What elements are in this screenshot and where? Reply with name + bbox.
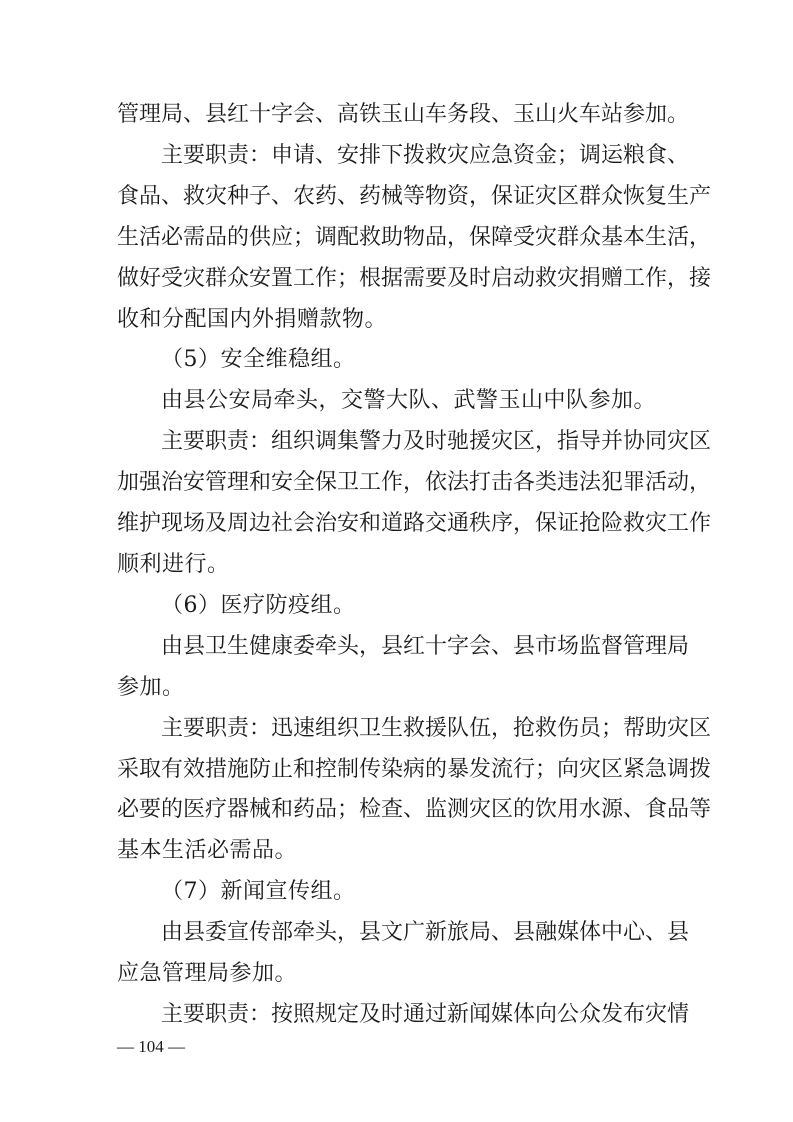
paragraph-line: 主要职责：按照规定及时通过新闻媒体向公众发布灾情 bbox=[161, 1002, 690, 1027]
paragraph-line: 加强治安管理和安全保卫工作，依法打击各类违法犯罪活动， bbox=[117, 470, 712, 495]
section-heading: （5）安全维稳组。 bbox=[161, 347, 356, 372]
paragraph-line: 由县委宣传部牵头，县文广新旅局、县融媒体中心、县 bbox=[161, 920, 690, 945]
paragraph-line: 主要职责：申请、安排下拨救灾应急资金；调运粮食、 bbox=[161, 143, 690, 168]
paragraph-line: 维护现场及周边社会治安和道路交通秩序，保证抢险救灾工作 bbox=[117, 511, 712, 536]
paragraph-line: 由县公安局牵头，交警大队、武警玉山中队参加。 bbox=[161, 388, 657, 413]
paragraph-line: 做好受灾群众安置工作；根据需要及时启动救灾捐赠工作，接 bbox=[117, 266, 712, 291]
section-heading: （6）医疗防疫组。 bbox=[161, 593, 356, 618]
page-number: — 104 — bbox=[117, 1037, 185, 1056]
paragraph-line: 收和分配国内外捐赠款物。 bbox=[117, 307, 388, 332]
paragraph-line: 采取有效措施防止和控制传染病的暴发流行；向灾区紧急调拨 bbox=[117, 757, 712, 782]
paragraph-line: 顺利进行。 bbox=[117, 552, 230, 577]
section-heading: （7）新闻宣传组。 bbox=[161, 879, 356, 904]
paragraph-line: 由县卫生健康委牵头，县红十字会、县市场监督管理局 bbox=[161, 634, 690, 659]
paragraph-line: 参加。 bbox=[117, 675, 185, 700]
paragraph-line: 主要职责：组织调集警力及时驰援灾区，指导并协同灾区 bbox=[161, 429, 712, 454]
paragraph-line: 管理局、县红十字会、高铁玉山车务段、玉山火车站参加。 bbox=[117, 102, 690, 127]
paragraph-line: 食品、救灾种子、农药、药械等物资，保证灾区群众恢复生产 bbox=[117, 184, 712, 209]
paragraph-line: 基本生活必需品。 bbox=[117, 838, 298, 863]
paragraph-line: 主要职责：迅速组织卫生救援队伍，抢救伤员；帮助灾区 bbox=[161, 716, 712, 741]
paragraph-line: 生活必需品的供应；调配救助物品，保障受灾群众基本生活， bbox=[117, 225, 712, 250]
paragraph-line: 应急管理局参加。 bbox=[117, 961, 298, 986]
paragraph-line: 必要的医疗器械和药品；检查、监测灾区的饮用水源、食品等 bbox=[117, 797, 712, 822]
